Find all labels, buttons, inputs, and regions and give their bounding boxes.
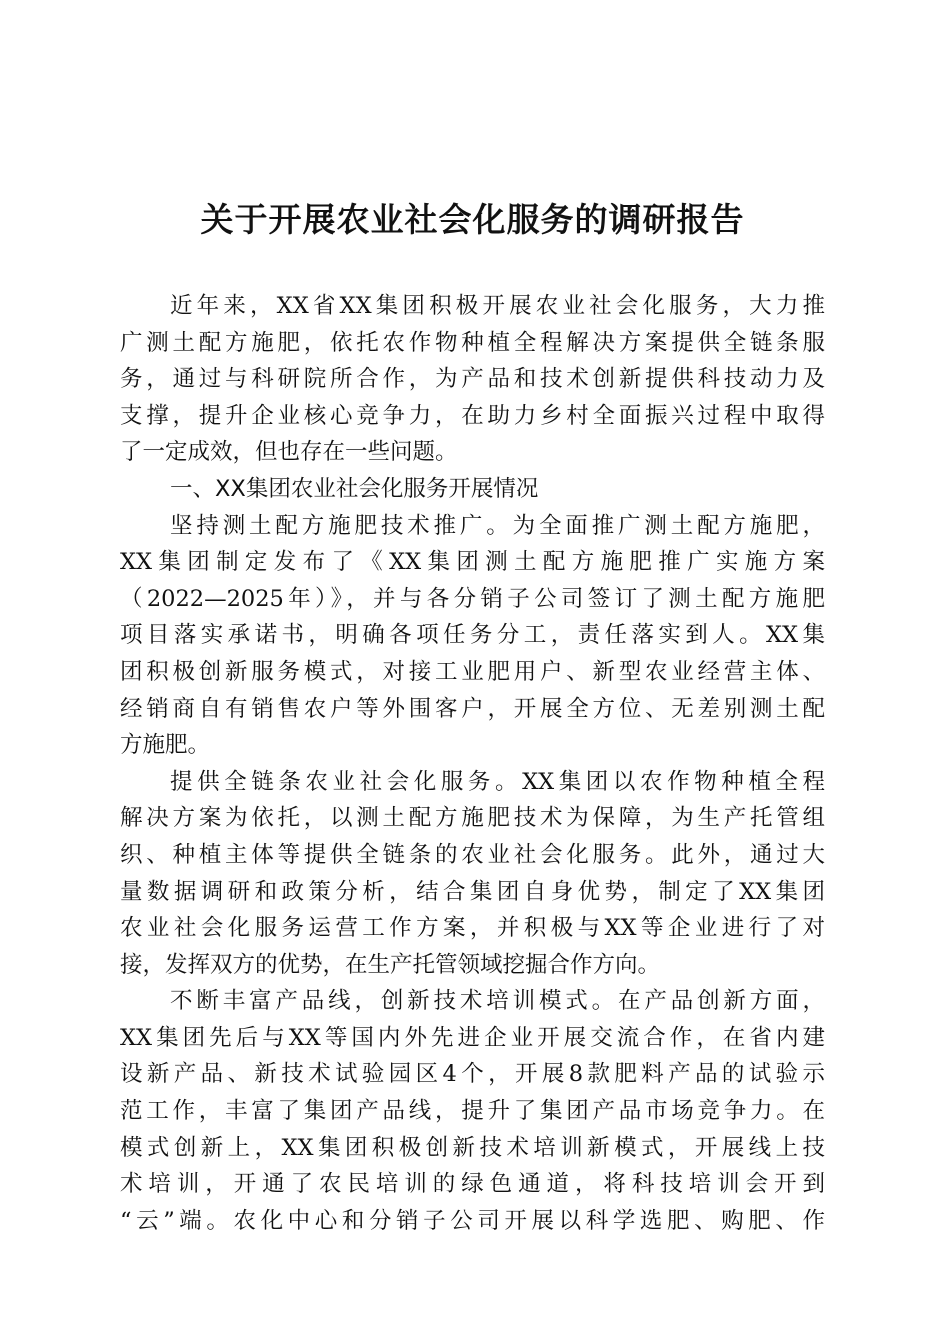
- text-line: 范工作，丰富了集团产品线，提升了集团产品市场竞争力。在: [120, 1098, 825, 1125]
- text-line: 接，发挥双方的优势，在生产托管领域挖掘合作方向。: [120, 951, 661, 978]
- text-line: 设新产品、新技术试验园区4个，开展8款肥料产品的试验示: [120, 1061, 825, 1088]
- text-line: 经销商自有销售农户等外围客户，开展全方位、无差别测土配: [120, 695, 825, 722]
- section-paragraph-3: [120, 983, 825, 1239]
- text-line: 量数据调研和政策分析，结合集团自身优势，制定了XX集团: [120, 878, 825, 905]
- document-body: [120, 288, 825, 1239]
- text-line: （2022—2025年）》，并与各分销子公司签订了测土配方施肥: [120, 585, 825, 612]
- text-line: 术培训，开通了农民培训的绿色通道，将科技培训会开到: [120, 1171, 825, 1198]
- section-paragraph-2: [120, 764, 825, 984]
- section-heading: 一、XX集团农业社会化服务开展情况: [170, 475, 539, 502]
- text-line: 广测土配方施肥，依托农作物种植全程解决方案提供全链条服: [120, 329, 825, 356]
- text-line: 解决方案为依托，以测土配方施肥技术为保障，为生产托管组: [120, 805, 825, 832]
- text-line: 模式创新上，XX集团积极创新技术培训新模式，开展线上技: [120, 1134, 825, 1161]
- text-line: 了一定成效，但也存在一些问题。: [120, 439, 458, 466]
- text-line: 方施肥。: [120, 732, 211, 759]
- section-paragraph-1: [120, 508, 825, 764]
- text-line: 提供全链条农业社会化服务。XX集团以农作物种植全程: [170, 768, 825, 795]
- text-line: XX集团先后与XX等国内外先进企业开展交流合作，在省内建: [120, 1024, 825, 1051]
- text-line: 团积极创新服务模式，对接工业肥用户、新型农业经营主体、: [120, 658, 825, 685]
- text-line: 支撑，提升企业核心竞争力，在助力乡村全面振兴过程中取得: [120, 402, 825, 429]
- text-line: 项目落实承诺书，明确各项任务分工，责任落实到人。XX集: [120, 622, 825, 649]
- text-line: “云”端。农化中心和分销子公司开展以科学选肥、购肥、作: [120, 1207, 825, 1234]
- text-line: 农业社会化服务运营工作方案，并积极与XX等企业进行了对: [120, 915, 825, 942]
- text-line: 织、种植主体等提供全链条的农业社会化服务。此外，通过大: [120, 841, 825, 868]
- text-line: XX集团制定发布了《XX集团测土配方施肥推广实施方案: [120, 549, 825, 576]
- document-title: 关于开展农业社会化服务的调研报告: [200, 200, 745, 239]
- text-line: 坚持测土配方施肥技术推广。为全面推广测土配方施肥，: [170, 512, 825, 539]
- text-line: 务，通过与科研院所合作，为产品和技术创新提供科技动力及: [120, 366, 825, 393]
- text-line: 近年来，XX省XX集团积极开展农业社会化服务，大力推: [170, 293, 825, 319]
- intro-paragraph: [120, 288, 825, 471]
- text-line: 不断丰富产品线，创新技术培训模式。在产品创新方面，: [170, 988, 825, 1015]
